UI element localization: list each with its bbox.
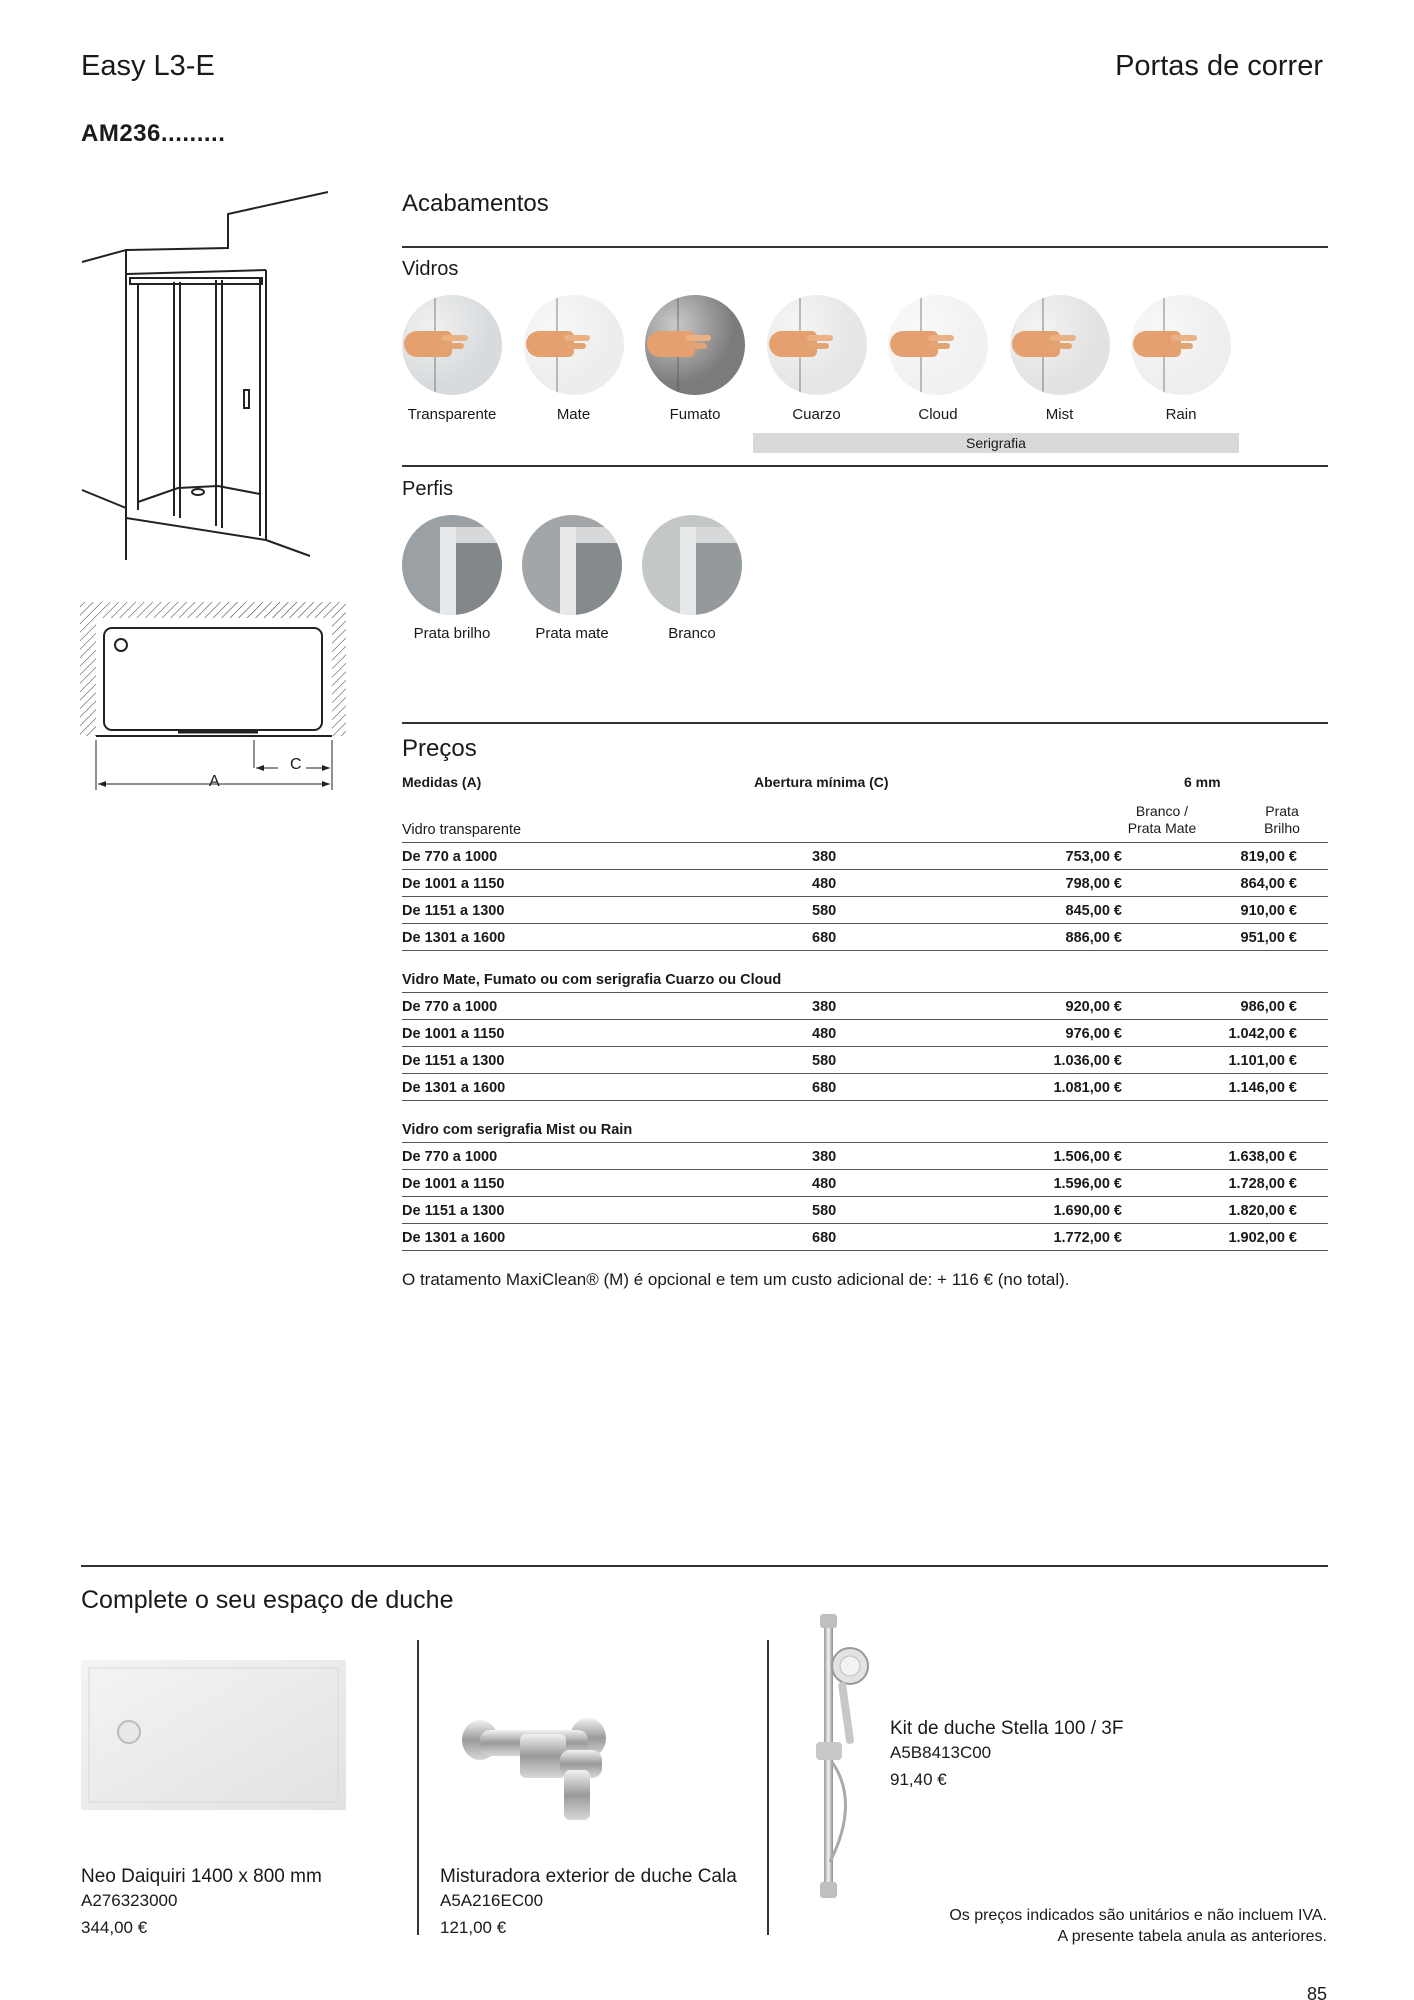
divider [402, 465, 1328, 467]
measure-cell: De 1301 a 1600 [402, 1230, 506, 1246]
glass-label: Mist [1045, 406, 1074, 423]
opening-cell: 380 [812, 849, 837, 865]
col-silver-line2: Brilho [1264, 820, 1300, 836]
silver-price-cell: 864,00 € [1240, 876, 1297, 892]
col-white-line2: Prata Mate [1127, 820, 1197, 836]
white-price-cell: 1.772,00 € [1053, 1230, 1122, 1246]
table-row [402, 993, 1328, 1020]
white-price-cell: 753,00 € [1065, 849, 1122, 865]
glass-swatch [1131, 295, 1231, 395]
measure-cell: De 1301 a 1600 [402, 930, 506, 946]
price-group-label: Vidro com serigrafia Mist ou Rain [402, 1122, 633, 1138]
glass-label: Mate [556, 406, 591, 423]
opening-cell: 480 [812, 876, 837, 892]
product-code: AM236......... [81, 120, 226, 147]
profiles-title: Perfis [402, 478, 454, 500]
measure-cell: De 1001 a 1150 [402, 1176, 505, 1192]
white-price-cell: 976,00 € [1065, 1026, 1122, 1042]
silver-price-cell: 1.820,00 € [1228, 1203, 1297, 1219]
white-price-cell: 845,00 € [1065, 903, 1122, 919]
silver-price-cell: 1.101,00 € [1228, 1053, 1297, 1069]
opening-cell: 680 [812, 930, 837, 946]
table-row [402, 1143, 1328, 1170]
measure-cell: De 1301 a 1600 [402, 1080, 506, 1096]
prices-title: Preços [402, 735, 477, 762]
col-silver [1232, 803, 1332, 837]
glass-label: Fumato [669, 406, 721, 423]
dimension-c-label: C [290, 756, 302, 773]
col-thickness: 6 mm [1184, 774, 1221, 790]
serigrafia-band: Serigrafia [753, 433, 1239, 453]
white-price-cell: 798,00 € [1065, 876, 1122, 892]
measure-cell: De 1001 a 1150 [402, 876, 505, 892]
footer-line1: Os preços indicados são unitários e não incluem IVA. [949, 1907, 1327, 1924]
price-group-label: Vidro Mate, Fumato ou com serigrafia Cuarzo ou Cloud [402, 972, 782, 988]
glass-swatch [888, 295, 988, 395]
opening-cell: 480 [812, 1176, 837, 1192]
shower-tray-image [81, 1660, 346, 1810]
profile-label: Prata mate [535, 625, 609, 642]
finishes-title: Acabamentos [402, 190, 549, 217]
silver-price-cell: 1.902,00 € [1228, 1230, 1297, 1246]
table-row [402, 1224, 1328, 1251]
opening-cell: 680 [812, 1230, 837, 1246]
glass-swatch [645, 295, 745, 395]
measure-cell: De 1151 a 1300 [402, 1203, 505, 1219]
table-row [402, 1197, 1328, 1224]
white-price-cell: 920,00 € [1065, 999, 1122, 1015]
silver-price-cell: 1.728,00 € [1228, 1176, 1297, 1192]
white-price-cell: 1.690,00 € [1053, 1203, 1122, 1219]
product-price-mixer: 121,00 € [440, 1918, 507, 1937]
table-row [402, 1020, 1328, 1047]
divider [402, 722, 1328, 724]
opening-cell: 580 [812, 903, 837, 919]
glass-label: Rain [1165, 406, 1197, 423]
product-price-kit: 91,40 € [890, 1770, 947, 1789]
shower-kit-image [800, 1612, 870, 1902]
measure-cell: De 1001 a 1150 [402, 1026, 505, 1042]
white-price-cell: 1.596,00 € [1053, 1176, 1122, 1192]
white-price-cell: 886,00 € [1065, 930, 1122, 946]
category-title: Portas de correr [1115, 50, 1323, 82]
price-table [402, 774, 1328, 1254]
glass-label: Cloud [918, 406, 958, 423]
table-row [402, 843, 1328, 870]
divider [81, 1565, 1328, 1567]
opening-cell: 380 [812, 999, 837, 1015]
profile-label: Branco [668, 625, 716, 642]
col-opening: Abertura mínima (C) [754, 774, 889, 790]
glass-title: Vidros [402, 258, 459, 280]
col-silver-line1: Prata [1265, 803, 1299, 819]
glass-swatch [1010, 295, 1110, 395]
profile-swatch [642, 515, 742, 615]
table-row [402, 1047, 1328, 1074]
product-name-kit: Kit de duche Stella 100 / 3F [890, 1718, 1124, 1739]
white-price-cell: 1.506,00 € [1053, 1149, 1122, 1165]
col-measures: Medidas (A) [402, 774, 482, 790]
col-white-line1: Branco / [1135, 803, 1189, 819]
mixer-image [460, 1700, 620, 1830]
product-price-tray: 344,00 € [81, 1918, 148, 1937]
column-divider [417, 1640, 419, 1935]
price-group-label: Vidro transparente [402, 822, 522, 838]
silver-price-cell: 1.042,00 € [1228, 1026, 1297, 1042]
profile-swatch [522, 515, 622, 615]
opening-cell: 580 [812, 1203, 837, 1219]
opening-cell: 580 [812, 1053, 837, 1069]
table-row [402, 924, 1328, 951]
product-name-mixer: Misturadora exterior de duche Cala [440, 1866, 737, 1887]
page-number: 85 [1306, 1984, 1327, 2000]
table-row [402, 1074, 1328, 1101]
silver-price-cell: 910,00 € [1240, 903, 1297, 919]
silver-price-cell: 986,00 € [1240, 999, 1297, 1015]
silver-price-cell: 951,00 € [1240, 930, 1297, 946]
footer-line2: A presente tabela anula as anteriores. [1057, 1928, 1327, 1945]
silver-price-cell: 1.638,00 € [1228, 1149, 1297, 1165]
profile-label: Prata brilho [413, 625, 491, 642]
table-row [402, 870, 1328, 897]
opening-cell: 480 [812, 1026, 837, 1042]
shower-enclosure-drawing [78, 190, 338, 560]
measure-cell: De 1151 a 1300 [402, 903, 505, 919]
measure-cell: De 770 a 1000 [402, 849, 498, 865]
footer-note [949, 1905, 1327, 1947]
product-title: Easy L3-E [81, 50, 215, 82]
glass-label: Cuarzo [792, 406, 841, 423]
col-white [1102, 803, 1222, 837]
silver-price-cell: 1.146,00 € [1228, 1080, 1297, 1096]
opening-cell: 680 [812, 1080, 837, 1096]
white-price-cell: 1.036,00 € [1053, 1053, 1122, 1069]
opening-cell: 380 [812, 1149, 837, 1165]
white-price-cell: 1.081,00 € [1053, 1080, 1122, 1096]
table-row [402, 1170, 1328, 1197]
plan-diagram [78, 600, 350, 800]
profile-swatch [402, 515, 502, 615]
product-name-tray: Neo Daiquiri 1400 x 800 mm [81, 1866, 322, 1887]
product-code-tray: A276323000 [81, 1891, 178, 1910]
measure-cell: De 770 a 1000 [402, 1149, 498, 1165]
measure-cell: De 1151 a 1300 [402, 1053, 505, 1069]
glass-label: Transparente [407, 406, 497, 423]
product-code-kit: A5B8413C00 [890, 1743, 992, 1762]
measure-cell: De 770 a 1000 [402, 999, 498, 1015]
table-row [402, 897, 1328, 924]
product-code-mixer: A5A216EC00 [440, 1891, 544, 1910]
glass-swatch [524, 295, 624, 395]
divider [402, 246, 1328, 248]
glass-swatch [402, 295, 502, 395]
complete-title: Complete o seu espaço de duche [81, 1586, 454, 1614]
glass-swatch [767, 295, 867, 395]
dimension-a-label: A [209, 773, 220, 790]
column-divider [767, 1640, 769, 1935]
maxiclean-note: O tratamento MaxiClean® (M) é opcional e tem um custo adicional de: + 116 € (no total). [402, 1270, 1070, 1289]
silver-price-cell: 819,00 € [1240, 849, 1297, 865]
